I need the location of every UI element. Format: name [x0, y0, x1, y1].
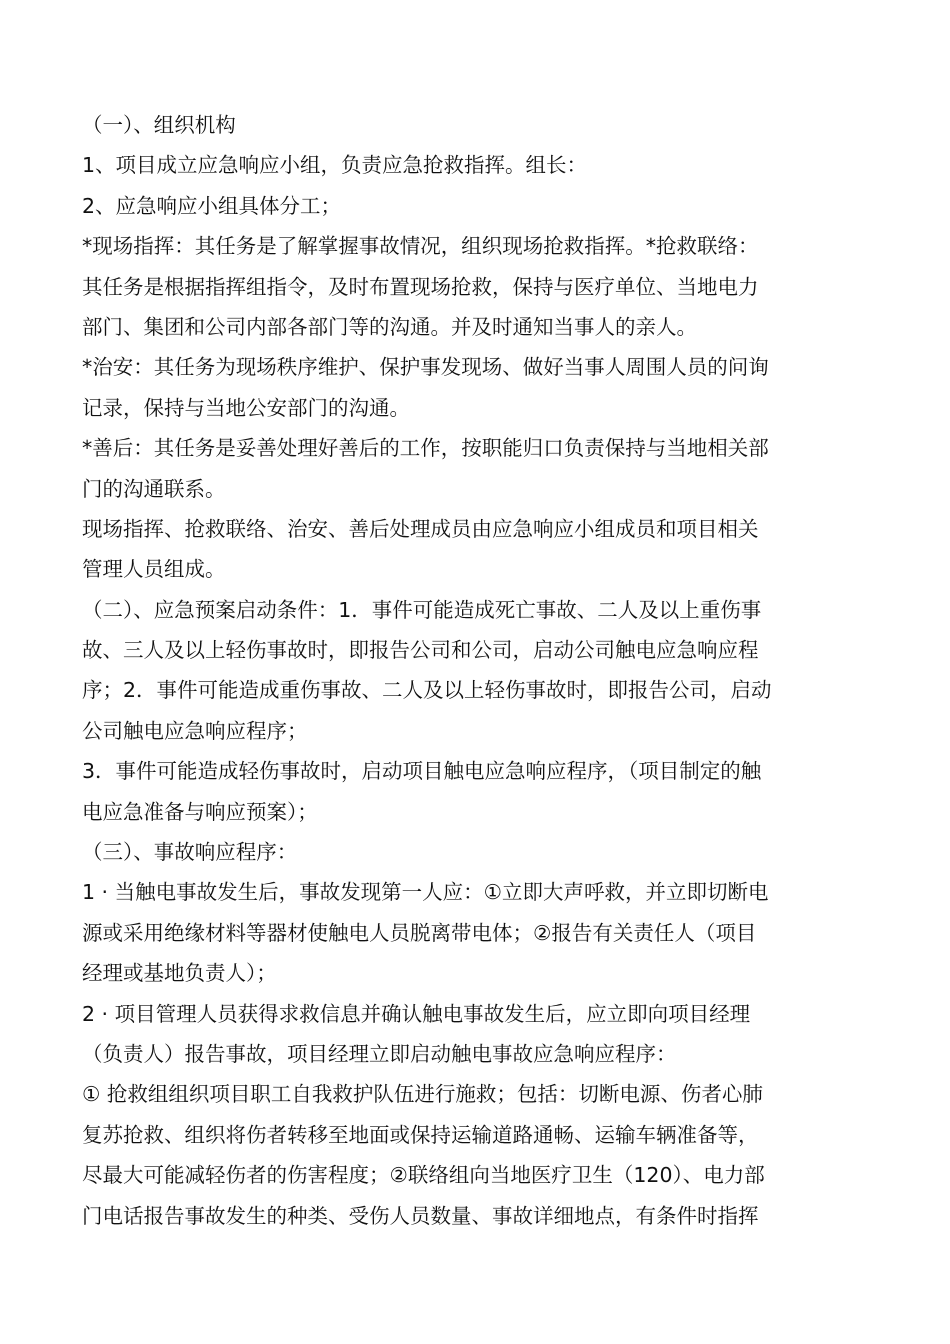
text-line: 门电话报告事故发生的种类、受伤人员数量、事故详细地点，有条件时指挥: [82, 1203, 759, 1228]
text-line: 3．事件可能造成轻伤事故时，启动项目触电应急响应程序，（项目制定的触: [82, 759, 762, 784]
text-line: 记录，保持与当地公安部门的沟通。: [82, 395, 410, 420]
text-line: 管理人员组成。: [82, 557, 226, 582]
text-line: 部门、集团和公司内部各部门等的沟通。并及时通知当事人的亲人。: [82, 314, 697, 339]
section-heading-1: （一）、组织机构: [82, 113, 236, 137]
text-line: 公司触电应急响应程序；: [82, 718, 308, 743]
section-heading-2: （二）、应急预案启动条件：1．事件可能造成死亡事故、二人及以上重伤事: [82, 597, 762, 622]
text-line: *治安：其任务为现场秩序维护、保护事发现场、做好当事人周围人员的问询: [82, 355, 769, 380]
text-line: 1、项目成立应急响应小组，负责应急抢救指挥。组长：: [82, 153, 588, 178]
text-line: 序；2．事件可能造成重伤事故、二人及以上轻伤事故时，即报告公司，启动: [82, 678, 772, 703]
text-line: *善后：其任务是妥善处理好善后的工作，按职能归口负责保持与当地相关部: [82, 436, 769, 461]
text-line: 其任务是根据指挥组指令，及时布置现场抢救，保持与医疗单位、当地电力: [82, 274, 759, 299]
document-body: [82, 105, 882, 1236]
text-line: 复苏抢救、组织将伤者转移至地面或保持运输道路通畅、运输车辆准备等，: [82, 1122, 759, 1147]
text-line: 经理或基地负责人）；: [82, 961, 277, 986]
text-line: 门的沟通联系。: [82, 476, 226, 501]
text-line: （负责人）报告事故，项目经理立即启动触电事故应急响应程序：: [82, 1041, 677, 1066]
text-line: 2 · 项目管理人员获得求救信息并确认触电事故发生后，应立即向项目经理: [82, 1001, 751, 1026]
text-line: 源或采用绝缘材料等器材使触电人员脱离带电体；②报告有关责任人（项目: [82, 920, 757, 945]
text-line: 尽最大可能减轻伤者的伤害程度；②联络组向当地医疗卫生（120）、电力部: [82, 1163, 765, 1188]
text-line: 电应急准备与响应预案）；: [82, 799, 318, 824]
text-line: *现场指挥：其任务是了解掌握事故情况，组织现场抢救指挥。*抢救联络：: [82, 234, 759, 259]
text-line: 现场指挥、抢救联络、治安、善后处理成员由应急响应小组成员和项目相关: [82, 516, 759, 541]
text-line: 故、三人及以上轻伤事故时，即报告公司和公司，启动公司触电应急响应程: [82, 638, 759, 663]
text-line: ① 抢救组组织项目职工自我救护队伍进行施救；包括：切断电源、伤者心肺: [82, 1082, 763, 1107]
text-line: 1 · 当触电事故发生后，事故发现第一人应：①立即大声呼救，并立即切断电: [82, 880, 769, 905]
section-heading-3: （三）、事故响应程序：: [82, 840, 298, 865]
text-line: 2、应急响应小组具体分工；: [82, 193, 342, 218]
